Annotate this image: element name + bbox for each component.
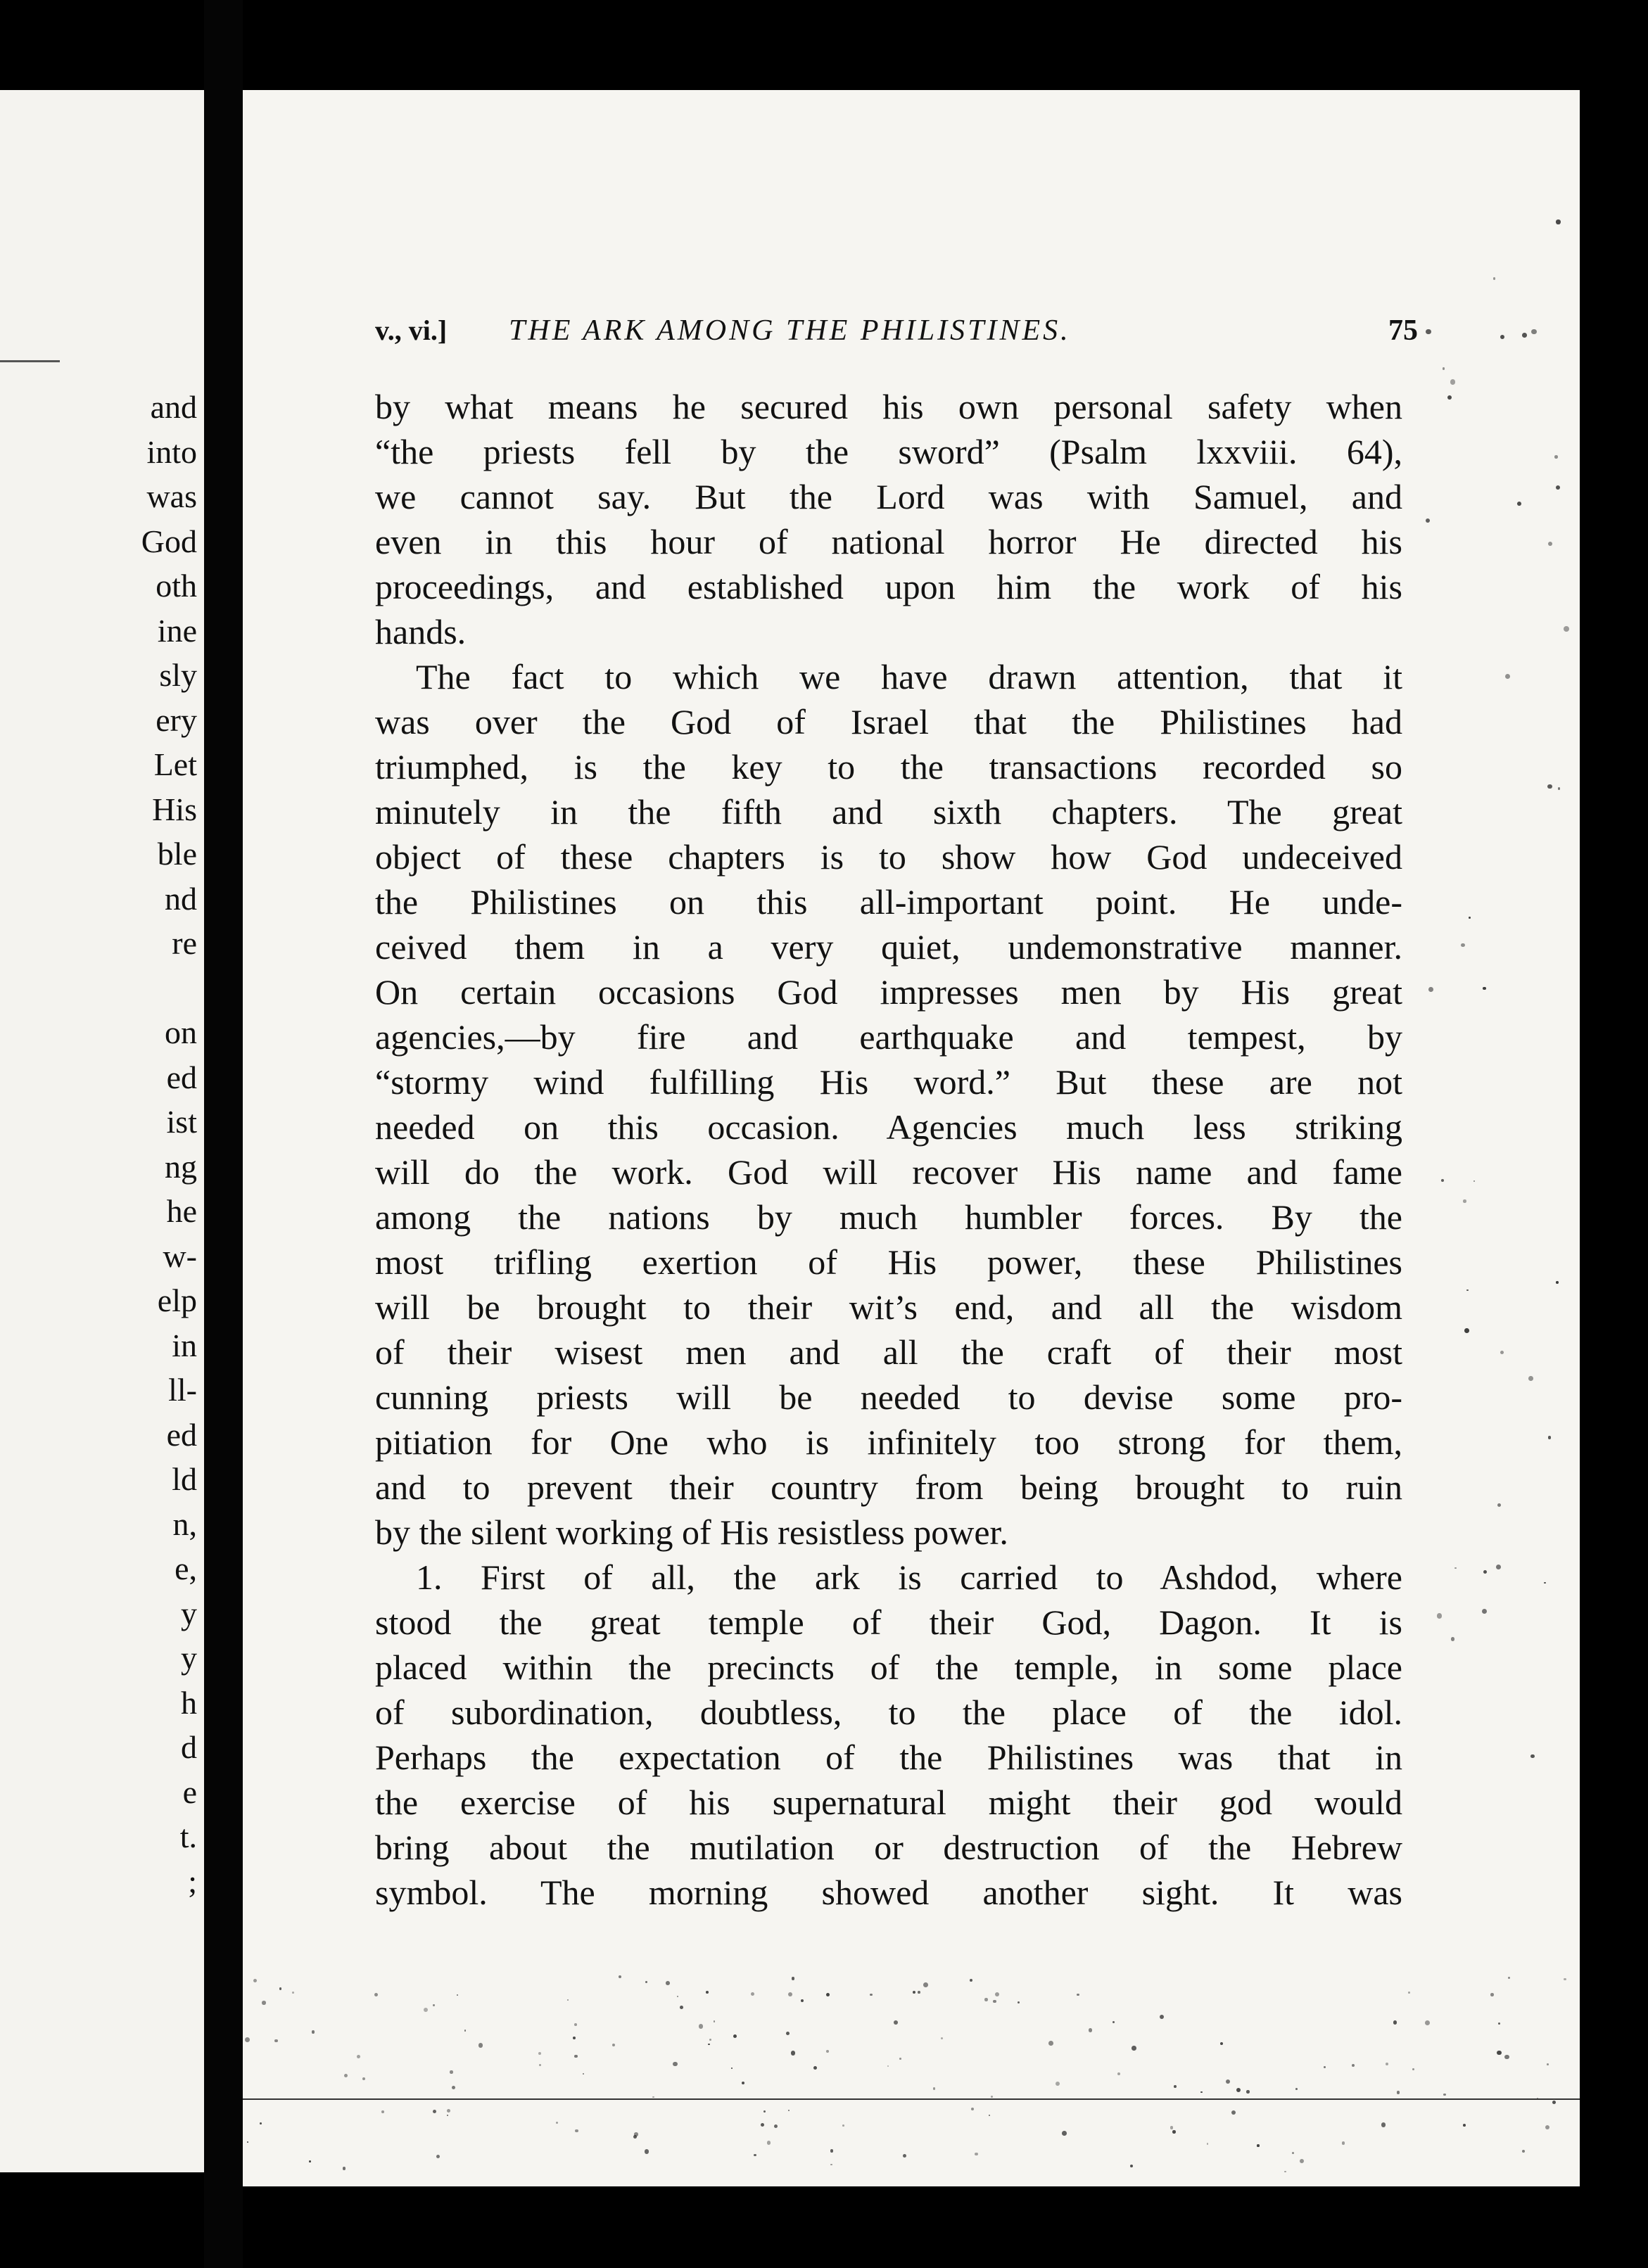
scan-speck xyxy=(1522,333,1527,338)
scan-speck xyxy=(1548,542,1552,546)
scan-speck xyxy=(1425,2020,1430,2025)
left-page-fragment: in xyxy=(172,1327,197,1363)
left-page-fragment: ery xyxy=(156,701,197,738)
left-page-fragment: oth xyxy=(156,568,197,604)
scan-speck xyxy=(1170,2126,1173,2129)
scan-speck xyxy=(1089,2028,1093,2032)
scan-speck xyxy=(247,2141,249,2143)
left-page-fragment: on xyxy=(165,1014,197,1050)
left-page-fragment: Let xyxy=(153,746,197,782)
scan-speck xyxy=(813,2066,817,2070)
scan-speck xyxy=(1172,2130,1175,2133)
left-page-fragment: d xyxy=(181,1729,197,1765)
scan-speck xyxy=(913,1991,915,1994)
scan-speck xyxy=(452,2086,455,2089)
scan-speck xyxy=(1393,2020,1397,2024)
scan-speck xyxy=(842,2124,844,2127)
scan-speck xyxy=(575,2129,578,2132)
left-page-fragment: e xyxy=(182,1773,197,1810)
scan-speck xyxy=(312,2030,315,2033)
scan-speck xyxy=(478,2043,483,2047)
scan-speck xyxy=(993,2000,996,2003)
scan-speck xyxy=(1547,784,1552,789)
scan-speck xyxy=(830,2149,834,2153)
scan-speck xyxy=(645,2149,649,2154)
scan-speck xyxy=(567,1999,569,2001)
scan-speck xyxy=(574,2023,577,2026)
scan-speck xyxy=(1505,674,1510,679)
text-line: most trifling exertion of His power, these Philistines xyxy=(375,1242,1402,1282)
scan-speck xyxy=(826,2050,829,2053)
text-line: stood the great temple of their God, Dagon. It is xyxy=(375,1603,1402,1642)
left-page-fragment: elp xyxy=(157,1282,197,1318)
left-page-fragment: t. xyxy=(179,1818,197,1854)
scan-speck xyxy=(1564,1978,1566,1980)
scan-speck xyxy=(970,1979,972,1982)
scan-speck xyxy=(995,1992,999,1996)
scan-speck xyxy=(1564,626,1569,632)
scan-speck xyxy=(1490,1993,1494,1996)
scan-speck xyxy=(1324,2066,1326,2069)
scan-speck xyxy=(792,1977,794,1980)
scan-speck xyxy=(1441,1179,1445,1183)
scan-speck xyxy=(1437,1613,1443,1619)
scan-speck xyxy=(941,2037,943,2039)
scan-speck xyxy=(1426,518,1430,523)
scan-speck xyxy=(709,2039,711,2041)
scan-speck xyxy=(374,1993,378,1996)
scan-speck xyxy=(433,2004,434,2006)
scan-speck xyxy=(1062,2131,1067,2136)
scan-speck xyxy=(1236,2088,1241,2092)
scan-speck xyxy=(1207,2143,1209,2145)
left-page-fragment: he xyxy=(166,1193,197,1229)
scan-speck xyxy=(1381,2122,1386,2127)
scan-speck xyxy=(1342,2141,1345,2145)
scan-speck xyxy=(279,1987,282,1990)
scan-speck xyxy=(918,1991,920,1994)
text-line: the Philistines on this all-important point. He unde- xyxy=(375,882,1402,922)
text-line: agencies,—by fire and earthquake and tempest, by xyxy=(375,1017,1402,1057)
scan-speck xyxy=(1461,943,1465,948)
scan-speck xyxy=(1548,1436,1551,1439)
scan-speck xyxy=(984,1998,987,2001)
scan-speck xyxy=(450,2070,452,2073)
left-page-fragment: ; xyxy=(188,1863,197,1899)
scan-speck xyxy=(1443,2094,1446,2096)
left-page-fragment: y xyxy=(181,1640,197,1676)
scan-speck xyxy=(731,2068,733,2069)
scan-speck xyxy=(763,2110,766,2113)
scan-speck xyxy=(754,2154,756,2157)
text-line: by what means he secured his own personal safety when xyxy=(375,387,1402,426)
scan-speck xyxy=(991,2096,993,2098)
left-page-fragment: ng xyxy=(165,1148,197,1185)
left-page-rule xyxy=(0,360,60,362)
text-line: triumphed, is the key to the transactions recorded so xyxy=(375,747,1402,786)
left-page-fragment: sly xyxy=(159,657,197,693)
scan-speck xyxy=(1552,2101,1556,2104)
scan-speck xyxy=(343,2167,346,2170)
scan-speck xyxy=(574,2055,577,2058)
left-facing-page xyxy=(0,90,204,2172)
scan-speck xyxy=(1493,277,1495,279)
scan-speck xyxy=(1257,2144,1259,2146)
scan-speck xyxy=(1443,367,1445,370)
text-line: “the priests fell by the sword” (Psalm lxxviii. 64), xyxy=(375,432,1402,471)
scan-speck xyxy=(1220,2042,1223,2045)
left-page-fragment: ine xyxy=(157,612,197,649)
scan-speck xyxy=(1174,2085,1177,2088)
scan-speck xyxy=(742,2082,744,2084)
scan-speck xyxy=(1530,1754,1534,1758)
scan-speck xyxy=(1300,2159,1305,2164)
text-line: The fact to which we have drawn attention, that it xyxy=(416,657,1402,696)
scan-speck xyxy=(1500,1351,1504,1354)
left-page-fragment: ld xyxy=(172,1461,197,1497)
left-page-fragment: ed xyxy=(166,1059,197,1095)
scan-speck xyxy=(381,2110,384,2113)
scan-speck xyxy=(436,2155,440,2158)
scan-speck xyxy=(1295,2088,1298,2090)
scan-speck xyxy=(1463,1199,1466,1202)
scan-speck xyxy=(666,1981,670,1985)
scan-speck xyxy=(788,1992,792,1996)
scan-speck xyxy=(1397,2091,1400,2094)
scan-speck xyxy=(1508,1977,1510,1979)
left-page-fragment: n, xyxy=(172,1505,197,1542)
left-page-fragment: into xyxy=(146,433,197,470)
scan-speck xyxy=(1018,2001,1020,2003)
scan-speck xyxy=(1498,2022,1500,2025)
scan-speck xyxy=(791,2051,795,2055)
scan-speck xyxy=(556,2122,558,2124)
scan-speck xyxy=(1428,987,1433,992)
chapter-reference: v., vi.] xyxy=(375,314,448,346)
scan-speck xyxy=(1504,2055,1509,2059)
scan-speck xyxy=(1496,1565,1501,1569)
scan-speck xyxy=(894,2020,898,2025)
text-line: needed on this occasion. Agencies much less striking xyxy=(375,1107,1402,1147)
text-line: “stormy wind fulfilling His word.” But these are not xyxy=(375,1062,1402,1102)
text-line: was over the God of Israel that the Philistines had xyxy=(375,702,1402,741)
scan-speck xyxy=(751,1992,754,1996)
scan-speck xyxy=(1528,1376,1533,1381)
scan-speck xyxy=(612,2044,616,2047)
scan-speck xyxy=(1132,2046,1136,2050)
scan-speck xyxy=(1531,329,1537,335)
scan-speck xyxy=(619,1975,621,1978)
left-page-fragment: ble xyxy=(157,836,197,872)
paragraph xyxy=(375,654,1402,1555)
text-line: Perhaps the expectation of the Philistines was that in xyxy=(375,1738,1402,1777)
text-line: and to prevent their country from being brought to ruin xyxy=(375,1467,1402,1507)
scan-speck xyxy=(1077,1994,1079,1996)
scan-speck xyxy=(706,1991,709,1994)
left-page-fragment: was xyxy=(146,478,197,514)
scan-speck xyxy=(899,2058,901,2060)
left-page-fragment: w- xyxy=(163,1237,197,1274)
text-line: we cannot say. But the Lord was with Samuel, and xyxy=(375,477,1402,516)
scan-speck xyxy=(1447,395,1452,400)
scan-speck xyxy=(1556,485,1560,490)
scan-speck xyxy=(923,1982,928,1987)
scan-speck xyxy=(539,2064,541,2066)
left-page-fragment: God xyxy=(141,523,197,559)
scan-speck xyxy=(1056,2082,1060,2086)
text-line: On certain occasions God impresses men by His great xyxy=(375,972,1402,1012)
scan-speck xyxy=(677,1996,679,1998)
text-line: 1. First of all, the ark is carried to Ashdod, where xyxy=(416,1557,1402,1597)
scan-speck xyxy=(1497,1503,1501,1507)
paragraph xyxy=(375,1555,1402,1915)
text-line: pitiation for One who is infinitely too strong for them, xyxy=(375,1422,1402,1462)
scan-speck xyxy=(971,2108,974,2110)
scan-speck xyxy=(245,2037,250,2042)
scan-speck xyxy=(447,2115,448,2116)
text-line: by the silent working of His resistless power. xyxy=(375,1512,1008,1552)
scan-speck xyxy=(447,2109,450,2113)
left-page-fragment: re xyxy=(172,925,197,961)
scan-speck xyxy=(1556,219,1560,224)
scan-speck xyxy=(989,2115,990,2116)
text-line: ceived them in a very quiet, undemonstrative manner. xyxy=(375,927,1402,967)
text-line: bring about the mutilation or destruction of the Hebrew xyxy=(375,1828,1402,1867)
scan-speck xyxy=(573,2037,576,2039)
left-page-fragment: and xyxy=(150,389,197,425)
scan-speck xyxy=(1473,1180,1475,1182)
scan-speck xyxy=(680,2006,683,2009)
scan-speck xyxy=(457,1994,458,1996)
left-page-fragment: h xyxy=(181,1684,197,1721)
scan-speck xyxy=(362,2077,365,2080)
paragraph xyxy=(375,384,1402,654)
running-title: THE ARK AMONG THE PHILISTINES. xyxy=(509,314,1071,347)
scan-speck xyxy=(830,2164,832,2166)
scan-speck xyxy=(1554,455,1558,459)
left-page-fragment: ed xyxy=(166,1416,197,1453)
scan-speck xyxy=(1556,1281,1559,1284)
scan-speck xyxy=(1292,2152,1294,2154)
text-line: even in this hour of national horror He directed his xyxy=(375,522,1402,561)
scan-speck xyxy=(1284,2171,1286,2172)
scan-speck xyxy=(1160,2015,1164,2019)
scan-speck xyxy=(933,2087,935,2089)
scan-speck xyxy=(774,2124,778,2128)
scan-speck xyxy=(1200,2091,1203,2094)
left-page-fragment: e, xyxy=(175,1550,197,1586)
text-line: of their wisest men and all the craft of their most xyxy=(375,1332,1402,1372)
scan-speck xyxy=(1450,379,1456,385)
scan-speck xyxy=(633,2135,637,2139)
scan-speck xyxy=(1048,2041,1053,2046)
scan-speck xyxy=(1352,2064,1355,2067)
scan-speck xyxy=(1463,2124,1466,2127)
text-line: among the nations by much humbler forces. By the xyxy=(375,1197,1402,1237)
scan-speck xyxy=(1408,1992,1409,1993)
scan-speck xyxy=(673,2062,678,2067)
text-line: will do the work. God will recover His name and fame xyxy=(375,1152,1402,1192)
scan-speck xyxy=(583,2073,584,2075)
body-text xyxy=(375,384,1402,1915)
scan-speck xyxy=(826,1993,830,1996)
scan-speck xyxy=(1483,987,1486,990)
scan-speck xyxy=(714,2020,715,2022)
scan-speck xyxy=(1231,2110,1236,2115)
scan-speck xyxy=(1482,1609,1488,1614)
scan-speck xyxy=(870,1994,872,1996)
scan-speck xyxy=(1517,502,1521,506)
scan-speck xyxy=(1483,1570,1487,1574)
scan-speck xyxy=(260,2122,262,2124)
scan-speck xyxy=(1558,787,1560,789)
scan-speck xyxy=(786,2032,790,2035)
scan-speck xyxy=(645,1981,647,1983)
left-page-fragment: His xyxy=(152,791,197,827)
scan-speck xyxy=(1412,2068,1414,2070)
scan-speck xyxy=(887,2065,889,2067)
scan-speck xyxy=(1451,1637,1454,1641)
scan-speck xyxy=(1117,2072,1121,2076)
scan-speck xyxy=(274,2039,278,2043)
scan-speck xyxy=(538,2052,541,2055)
text-line: placed within the precincts of the temple, in some place xyxy=(375,1648,1402,1687)
left-page-fragment: ll- xyxy=(168,1372,197,1408)
scan-speck xyxy=(424,2008,428,2012)
scan-speck xyxy=(292,1992,294,1994)
text-line: proceedings, and established upon him the work of his xyxy=(375,567,1402,606)
scan-speck xyxy=(357,2055,360,2058)
scan-speck xyxy=(903,2154,906,2158)
scan-speck xyxy=(344,2074,348,2077)
text-line: symbol. The morning showed another sight. It was xyxy=(375,1873,1402,1912)
scan-speck xyxy=(253,1979,257,1982)
text-line: minutely in the fifth and sixth chapters. The great xyxy=(375,792,1402,832)
scan-artifact-line xyxy=(243,2098,1580,2100)
scan-speck xyxy=(1545,2125,1549,2129)
text-line: hands. xyxy=(375,612,467,651)
scan-speck xyxy=(262,2001,266,2005)
scan-speck xyxy=(733,2034,737,2038)
scan-speck xyxy=(1522,2150,1525,2153)
book-gutter xyxy=(204,0,243,2268)
scan-speck xyxy=(1226,2079,1230,2084)
scan-speck xyxy=(464,2030,467,2032)
scan-speck xyxy=(1464,1328,1469,1333)
text-line: cunning priests will be needed to devise some pro- xyxy=(375,1377,1402,1417)
scan-speck xyxy=(1246,2090,1250,2094)
text-line: of subordination, doubtless, to the place of the idol. xyxy=(375,1693,1402,1732)
scan-speck xyxy=(1544,1582,1546,1584)
book-page xyxy=(243,90,1580,2186)
page-number: 75 xyxy=(1388,314,1418,347)
scan-speck xyxy=(1497,2051,1501,2055)
scan-speck xyxy=(1454,1567,1457,1569)
scan-speck xyxy=(309,2160,311,2162)
scan-speck xyxy=(1130,2165,1133,2167)
scan-speck xyxy=(975,2153,977,2155)
left-page-fragment: nd xyxy=(165,880,197,917)
scan-speck xyxy=(1466,1289,1469,1292)
scan-speck xyxy=(761,2123,764,2127)
scan-speck xyxy=(708,2044,709,2045)
running-header xyxy=(375,314,1529,356)
scan-speck xyxy=(699,2024,703,2028)
left-page-fragment: y xyxy=(181,1595,197,1631)
scan-speck xyxy=(1113,2021,1115,2023)
scan-speck xyxy=(1547,2063,1549,2065)
text-line: object of these chapters is to show how God undeceived xyxy=(375,837,1402,877)
text-line: will be brought to their wit’s end, and all the wisdom xyxy=(375,1287,1402,1327)
scan-speck xyxy=(801,1999,804,2003)
text-line: the exercise of his supernatural might their god would xyxy=(375,1783,1402,1822)
scan-speck xyxy=(767,2141,771,2144)
scan-speck xyxy=(1386,2063,1388,2065)
scan-speck xyxy=(788,2110,790,2111)
scan-speck xyxy=(433,2110,436,2113)
scan-speck xyxy=(1469,917,1471,919)
left-page-fragment: ist xyxy=(166,1104,197,1140)
